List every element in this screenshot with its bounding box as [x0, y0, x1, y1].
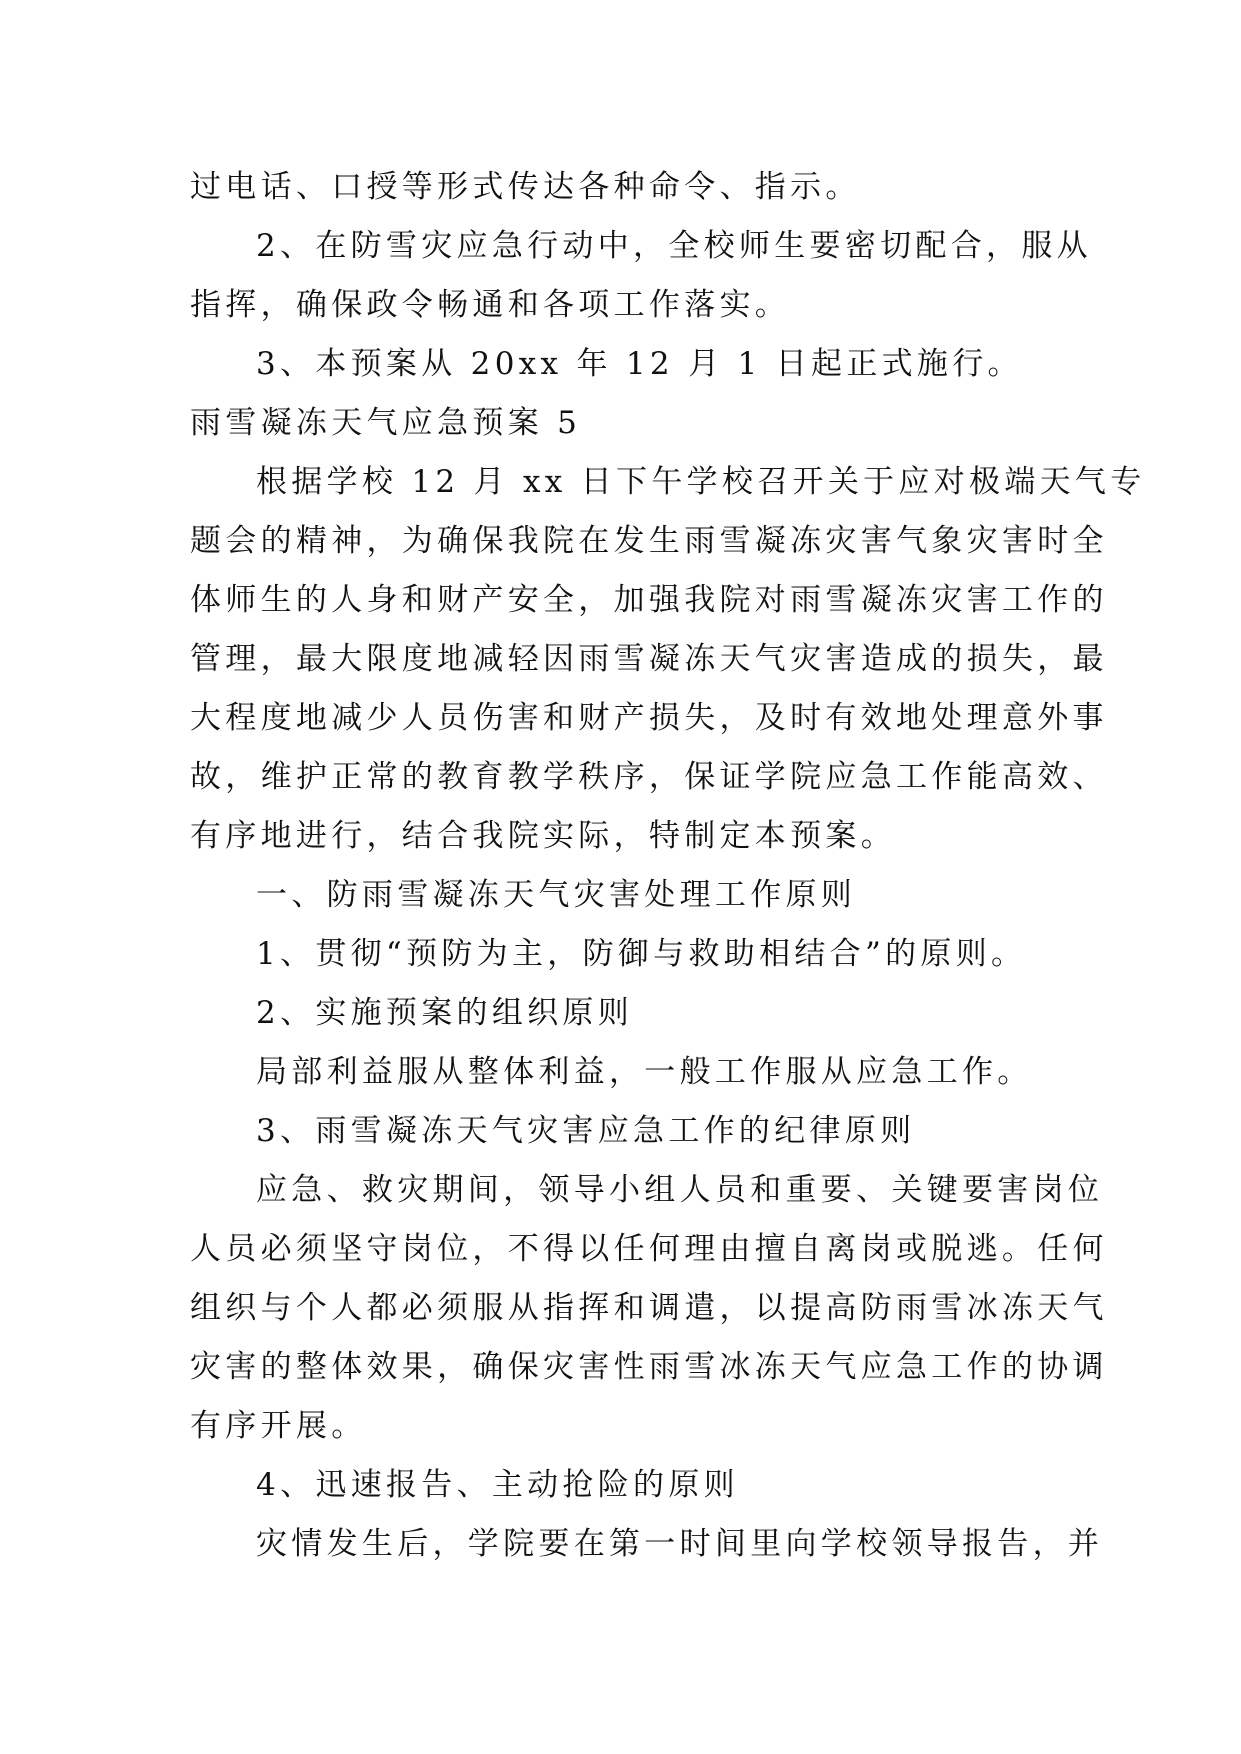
text-line: 2、在防雪灾应急行动中，全校师生要密切配合，服从 [256, 228, 1092, 264]
section-heading: 雨雪凝冻天气应急预案 5 [190, 405, 582, 441]
text-line: 题会的精神，为确保我院在发生雨雪凝冻灾害气象灾害时全 [190, 523, 1108, 559]
text-line: 人员必须坚守岗位，不得以任何理由擅自离岗或脱逃。任何 [190, 1231, 1108, 1267]
text-line: 指挥，确保政令畅通和各项工作落实。 [190, 287, 791, 323]
text-line: 局部利益服从整体利益，一般工作服从应急工作。 [256, 1054, 1033, 1090]
text-line: 应急、救灾期间，领导小组人员和重要、关键要害岗位 [256, 1172, 1104, 1208]
text-line: 大程度地减少人员伤害和财产损失，及时有效地处理意外事 [190, 700, 1108, 736]
text-line: 有序地进行，结合我院实际，特制定本预案。 [190, 818, 896, 854]
text-line: 根据学校 12 月 xx 日下午学校召开关于应对极端天气专 [256, 464, 1146, 500]
subheading: 3、雨雪凝冻天气灾害应急工作的纪律原则 [256, 1113, 916, 1149]
text-line: 3、本预案从 20xx 年 12 月 1 日起正式施行。 [256, 346, 1023, 382]
text-line: 管理，最大限度地减轻因雨雪凝冻天气灾害造成的损失，最 [190, 641, 1108, 677]
text-line: 故，维护正常的教育教学秩序，保证学院应急工作能高效、 [190, 759, 1108, 795]
text-line: 过电话、口授等形式传达各种命令、指示。 [190, 169, 861, 205]
text-line: 灾害的整体效果，确保灾害性雨雪冰冻天气应急工作的协调 [190, 1349, 1108, 1385]
document-body [190, 158, 1146, 1574]
text-line: 1、贯彻“预防为主，防御与救助相结合”的原则。 [256, 936, 1027, 972]
text-line: 组织与个人都必须服从指挥和调遣，以提高防雨雪冰冻天气 [190, 1290, 1108, 1326]
text-line: 有序开展。 [190, 1408, 367, 1444]
text-line: 体师生的人身和财产安全，加强我院对雨雪凝冻灾害工作的 [190, 582, 1108, 618]
text-line: 灾情发生后，学院要在第一时间里向学校领导报告，并 [256, 1526, 1104, 1562]
subheading: 一、防雨雪凝冻天气灾害处理工作原则 [256, 877, 857, 913]
subheading: 2、实施预案的组织原则 [256, 995, 634, 1031]
subheading: 4、迅速报告、主动抢险的原则 [256, 1467, 739, 1503]
